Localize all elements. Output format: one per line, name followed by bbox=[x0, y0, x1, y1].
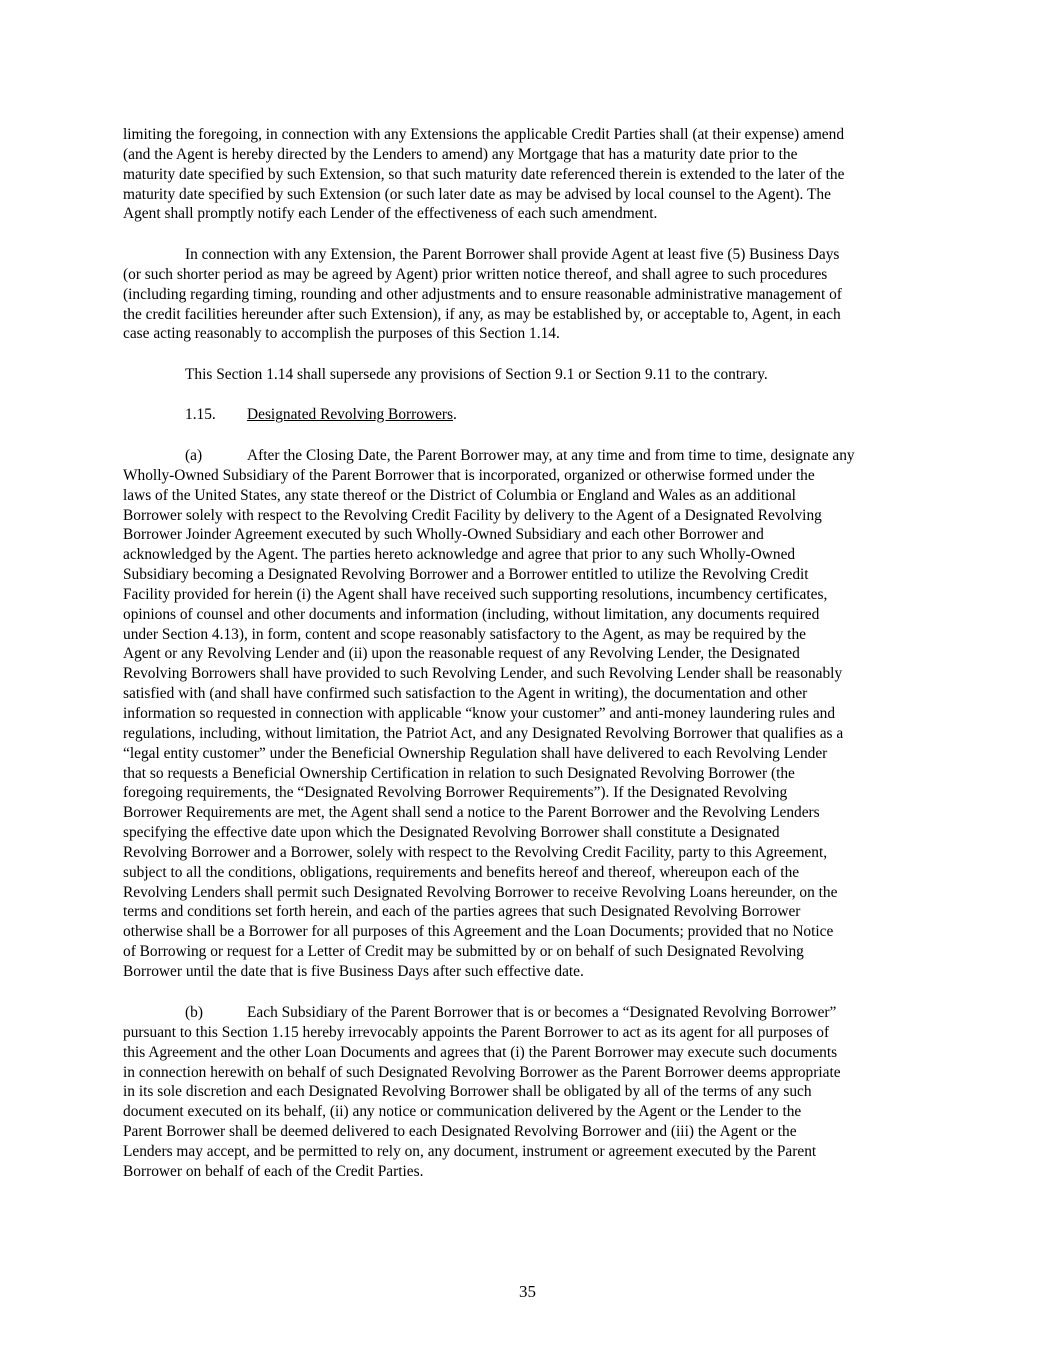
section-number: 1.15. bbox=[185, 406, 216, 423]
text-line: otherwise shall be a Borrower for all purposes of this Agreement and the Loan Documents; provided that no Notice bbox=[123, 923, 834, 941]
text-line: Parent Borrower shall be deemed delivered to each Designated Revolving Borrower and (iii) the Agent or the bbox=[123, 1123, 797, 1141]
text-line-content: Each Subsidiary of the Parent Borrower that is or becomes a “Designated Revolving Borrower” bbox=[247, 1004, 837, 1021]
text-line: Borrower solely with respect to the Revolving Credit Facility by delivery to the Agent of a Designated Revolving bbox=[123, 506, 822, 524]
text-line: Borrower until the date that is five Business Days after such effective date. bbox=[123, 962, 584, 980]
text-line: Agent or any Revolving Lender and (ii) upon the reasonable request of any Revolving Lender, the Designated bbox=[123, 645, 800, 663]
text-line: limiting the foregoing, in connection with any Extensions the applicable Credit Parties shall (at their expense) amend bbox=[123, 126, 845, 143]
text-line: (or such shorter period as may be agreed by Agent) prior written notice thereof, and shall agree to such procedures bbox=[123, 265, 828, 283]
text-line: (including regarding timing, rounding and other adjustments and to ensure reasonable administrative management of bbox=[123, 285, 842, 303]
paragraph-supersede bbox=[123, 365, 934, 385]
text-line: (and the Agent is hereby directed by the Lenders to amend) any Mortgage that has a maturity date prior to the bbox=[123, 145, 798, 163]
text-line: in connection herewith on behalf of such Designated Revolving Borrower as the Parent Borrower deems appropriate bbox=[123, 1063, 841, 1081]
text-line: this Agreement and the other Loan Documents and agrees that (i) the Parent Borrower may execute such documents bbox=[123, 1043, 838, 1061]
text-line: Facility provided for herein (i) the Agent shall have received such supporting resolutions, incumbency certificates, bbox=[123, 585, 828, 603]
text-line: Revolving Borrower and a Borrower, solely with respect to the Revolving Credit Facility, party to this Agreement, bbox=[123, 843, 828, 861]
text-line bbox=[123, 446, 934, 466]
text-line: Borrower on behalf of each of the Credit Parties. bbox=[123, 1162, 424, 1180]
text-line: maturity date specified by such Extension, so that such maturity date referenced therein is extended to the later of the bbox=[123, 165, 845, 183]
section-title: Designated Revolving Borrowers bbox=[247, 406, 454, 423]
text-line: regulations, including, without limitation, the Patriot Act, and any Designated Revolving Borrower that qualifies as a bbox=[123, 724, 844, 742]
text-line: that so requests a Beneficial Ownership Certification in relation to such Designated Revolving Borrower (the bbox=[123, 764, 795, 782]
text-line: of Borrowing or request for a Letter of Credit may be submitted by or on behalf of such Designated Revolving bbox=[123, 943, 804, 961]
text-line: the credit facilities hereunder after such Extension), if any, as may be established by, or acceptable to, Agent, in each bbox=[123, 305, 841, 323]
text-line: subject to all the conditions, obligations, requirements and benefits hereof and thereof, whereupon each of the bbox=[123, 863, 800, 881]
text-line: Lenders may accept, and be permitted to rely on, any document, instrument or agreement executed by the Parent bbox=[123, 1142, 817, 1160]
text-line bbox=[123, 1003, 934, 1023]
text-line: Borrower Requirements are met, the Agent shall send a notice to the Parent Borrower and the Revolving Lenders bbox=[123, 804, 820, 822]
paragraph-b bbox=[123, 1003, 934, 1182]
text-line: information so requested in connection with applicable “know your customer” and anti-money laundering rules and bbox=[123, 704, 836, 722]
text-line: This Section 1.14 shall supersede any provisions of Section 9.1 or Section 9.11 to the contrary. bbox=[185, 366, 768, 383]
text-line: maturity date specified by such Extension (or such later date as may be advised by local counsel to the Agent). The bbox=[123, 185, 831, 203]
section-heading bbox=[123, 405, 934, 425]
text-line: satisfied with (and shall have confirmed such satisfaction to the Agent in writing), the documentation and other bbox=[123, 685, 808, 703]
text-line: Revolving Borrowers shall have provided to such Revolving Lender, and such Revolving Lender shall be reasonably bbox=[123, 665, 843, 683]
page-number: 35 bbox=[519, 1282, 536, 1301]
paragraph-extension-mortgage bbox=[123, 125, 934, 224]
text-line: laws of the United States, any state thereof or the District of Columbia or England and Wales as an additional bbox=[123, 486, 796, 504]
text-line: “legal entity customer” under the Beneficial Ownership Regulation shall have delivered to each Revolving Lender bbox=[123, 744, 828, 762]
paragraph-a bbox=[123, 446, 934, 982]
text-line: Subsidiary becoming a Designated Revolving Borrower and a Borrower entitled to utilize the Revolving Credit bbox=[123, 566, 809, 584]
text-line: case acting reasonably to accomplish the purposes of this Section 1.14. bbox=[123, 325, 560, 343]
text-line: pursuant to this Section 1.15 hereby irrevocably appoints the Parent Borrower to act as its agent for all purposes of bbox=[123, 1023, 830, 1041]
section-title-period: . bbox=[453, 406, 457, 423]
paragraph-label: (b) bbox=[185, 1004, 203, 1021]
text-line: under Section 4.13), in form, content and scope reasonably satisfactory to the Agent, as may be required by the bbox=[123, 625, 806, 643]
text-line: specifying the effective date upon which the Designated Revolving Borrower shall constitute a Designated bbox=[123, 824, 780, 842]
heading-line bbox=[123, 405, 934, 425]
text-line-content: After the Closing Date, the Parent Borrower may, at any time and from time to time, designate any bbox=[247, 447, 855, 464]
text-line: Agent shall promptly notify each Lender of the effectiveness of each such amendment. bbox=[123, 205, 658, 223]
text-line: foregoing requirements, the “Designated Revolving Borrower Requirements”). If the Designated Revolving bbox=[123, 784, 788, 802]
text-line: opinions of counsel and other documents and information (including, without limitation, any documents required bbox=[123, 605, 820, 623]
text-line: in its sole discretion and each Designated Revolving Borrower shall be obligated by all of the terms of any such bbox=[123, 1083, 812, 1101]
text-line: terms and conditions set forth herein, and each of the parties agrees that such Designated Revolving Borrower bbox=[123, 903, 801, 921]
text-line: In connection with any Extension, the Parent Borrower shall provide Agent at least five (5) Business Days bbox=[185, 246, 840, 263]
text-line: document executed on its behalf, (ii) any notice or communication delivered by the Agent or the Lender to the bbox=[123, 1103, 802, 1121]
text-line: Borrower Joinder Agreement executed by such Wholly-Owned Subsidiary and each other Borrower and bbox=[123, 526, 764, 544]
text-line: acknowledged by the Agent. The parties hereto acknowledge and agree that prior to any such Wholly-Owned bbox=[123, 546, 796, 564]
text-line: Wholly-Owned Subsidiary of the Parent Borrower that is incorporated, organized or otherwise formed under the bbox=[123, 466, 815, 484]
paragraph-extension-notice bbox=[123, 245, 934, 344]
paragraph-label: (a) bbox=[185, 447, 203, 464]
text-line: Revolving Lenders shall permit such Designated Revolving Borrower to receive Revolving Loans hereunder, on the bbox=[123, 883, 838, 901]
